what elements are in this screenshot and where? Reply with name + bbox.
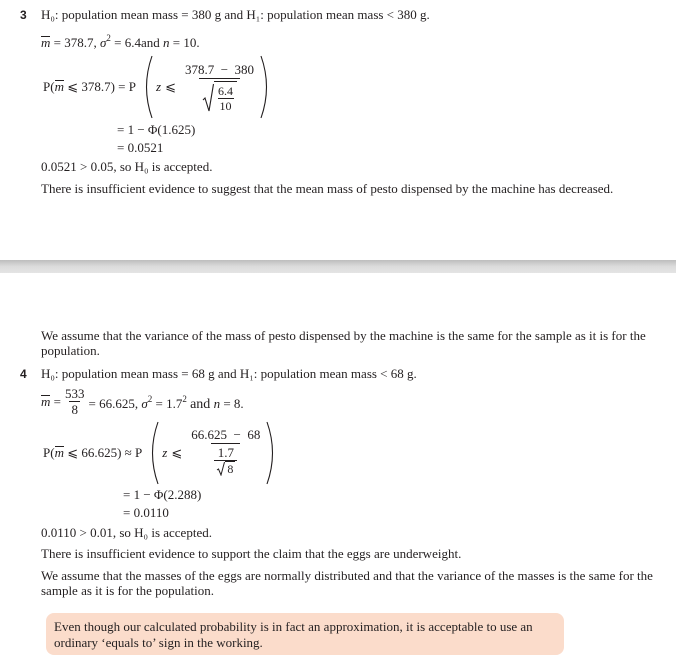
sigma-value-exp: 2 (182, 393, 187, 404)
m-bar-symbol: m (54, 79, 64, 94)
q3-prob-lhs (43, 79, 136, 95)
left-paren (140, 54, 154, 120)
left-paren (146, 420, 160, 486)
var-numerator: 6.4 (218, 83, 234, 98)
sigma-value: = 1.7 (155, 395, 183, 411)
q3-step2: = 0.0521 (117, 140, 164, 155)
sigma-symbol: σ (99, 35, 107, 50)
n-value: = 10. (172, 35, 200, 50)
sd-fraction (214, 446, 237, 479)
z-symbol: z (162, 445, 168, 460)
le-symbol: ⩽ (165, 79, 176, 94)
q3-comparison: 0.0521 > 0.05, so H₀ is accepted. (41, 159, 213, 174)
var-denominator: 10 (219, 98, 232, 113)
q4-numerator: 66.625 − 68 (191, 427, 261, 442)
sqrt-body (214, 81, 237, 113)
q4-stats-rest (88, 391, 243, 413)
sigma-squared-exp: 2 (147, 393, 153, 404)
sigma-squared-exp: 2 (106, 33, 111, 43)
q4-prob-lhs (43, 445, 142, 461)
page-divider (0, 260, 676, 273)
z-le-group (162, 445, 182, 461)
q4-step2: = 0.0110 (123, 505, 169, 520)
m-bar-value: = 378.7, (53, 35, 97, 50)
z-le-group (156, 79, 176, 95)
q3-fraction (182, 62, 257, 113)
q4-comparison: 0.0110 > 0.01, so H₀ is accepted. (41, 525, 212, 540)
le-symbol: ⩽ (171, 445, 183, 460)
sqrt-icon (216, 461, 225, 476)
q3-sample-stats (41, 30, 200, 51)
mean-fraction (63, 386, 87, 417)
m-bar-symbol: m (41, 35, 51, 50)
and-text: and (141, 35, 160, 50)
sigma-value: = 6.4 (114, 35, 141, 50)
and-text: and (190, 396, 211, 412)
sigma-symbol: σ (141, 395, 148, 411)
mean-fraction-denominator: 8 (71, 402, 78, 417)
sqrt-icon (202, 83, 214, 113)
z-symbol: z (156, 79, 162, 94)
q3-hypotheses: H₀: population mean mass = 380 g and H₁: population mean mass < 380 g. (41, 7, 430, 22)
q4-assumption: We assume that the masses of the eggs are normally distributed and that the variance of the masses is the same for the sample as it is for the population. (41, 568, 653, 598)
m-bar-value: = 66.625, (88, 395, 139, 411)
q3-step1: = 1 − Φ(1.625) (117, 122, 196, 137)
question-number-4: 4 (20, 367, 27, 381)
pesto-assumption: We assume that the variance of the mass of pesto dispensed by the machine is the same for the sample as it is for the population. (41, 328, 646, 358)
sqrt-group (216, 461, 235, 476)
q4-denominator (211, 443, 240, 479)
n-value: = 8. (223, 395, 244, 411)
right-paren (259, 54, 273, 120)
sd-denominator (214, 460, 237, 479)
m-bar-symbol: m (41, 393, 51, 409)
question-number-3: 3 (20, 8, 27, 22)
prob-rest: ⩽ 66.625) ≈ P (63, 445, 143, 460)
m-bar-group (41, 394, 61, 410)
sd-numerator: 1.7 (217, 445, 234, 460)
q4-fraction (188, 427, 263, 479)
sqrt-group (202, 81, 237, 113)
q4-sample-stats (41, 386, 244, 417)
prob-open: P( (43, 445, 55, 460)
q4-probability-row (43, 420, 279, 486)
q3-conclusion: There is insufficient evidence to suggest that the mean mass of pesto dispensed by the machine has decreased. (41, 181, 614, 196)
q4-conclusion: There is insufficient evidence to support the claim that the eggs are underweight. (41, 546, 462, 561)
n-symbol: n (163, 35, 170, 50)
q4-step1: = 1 − Φ(2.288) (123, 487, 202, 502)
q4-hypotheses: H₀: population mean mass = 68 g and H₁: population mean mass < 68 g. (41, 366, 417, 381)
note-text: Even though our calculated probability is in fact an approximation, it is acceptable to use an ordinary ‘equals to’ sign in the working. (54, 619, 533, 650)
m-bar-symbol: m (54, 445, 64, 460)
q3-probability-row (43, 54, 273, 120)
right-paren (265, 420, 279, 486)
prob-rest: ⩽ 378.7) = P (63, 79, 136, 94)
mean-fraction-numerator: 533 (64, 386, 85, 401)
sd-root-value: 8 (227, 462, 234, 476)
equals-sign: = (53, 393, 61, 409)
var-fraction (216, 84, 235, 113)
prob-open: P( (43, 79, 55, 94)
n-symbol: n (213, 395, 221, 411)
q3-numerator: 378.7 − 380 (184, 61, 255, 77)
note-box (46, 613, 564, 655)
q3-denominator (199, 78, 240, 113)
